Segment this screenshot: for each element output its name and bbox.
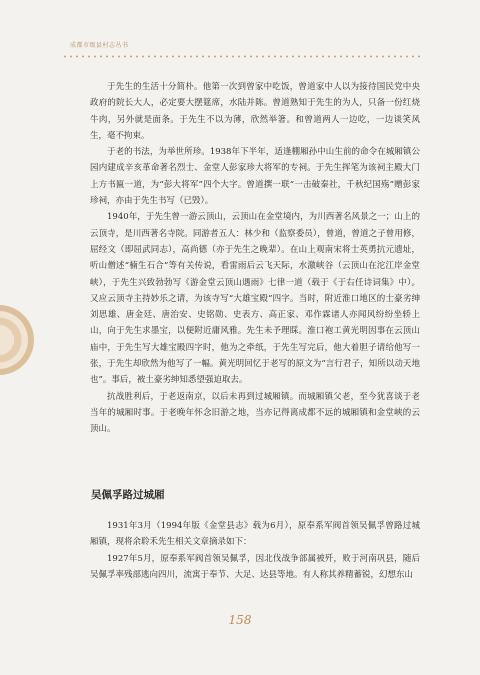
- paragraph: 抗战胜利后，于老返南京，以后未再到过城厢镇。而城厢镇父老，至今犹喜谈于老当年的城厢时事。于老晚年怀念旧游之地，当亦记得离成都不远的城厢镇和金堂峡的云顶山。: [90, 391, 420, 435]
- main-text-body: [90, 79, 420, 438]
- paragraph: 1927年5月，原奉系军阀首领吴佩孚，因北伐战争部属被歼，败于河南巩县，随后吴佩孚率残部逃向四川，流寓于奉节、大足、达县等地。有人称其养精蓄锐，幻想东山: [90, 553, 420, 580]
- decorative-seal-ornament: [0, 305, 34, 375]
- paragraph: 于老的书法，为举世所珍。1938年下半年，适逢棚厢孙中山生前的命令在城厢镇公园内建成辛亥革命著名烈士、金堂人彭家珍大将军的专祠。于先生挥笔为该祠主殿大门上方书匾一道，为“彭大将军”四个大字。曾道撰一联“一击破秦社，千秋纪国殇”赠彭家珍祠，亦由于先生书写（已毁）。: [90, 147, 420, 207]
- paragraph: 于先生的生活十分简朴。他第一次到曾家中吃饭，曾道家中人以为接待国民党中央政府的院长大人，必定要大摆筵席，水陆并陈。曾道熟知于先生的为人，只备一份红烧牛肉，另外就是面条。于先生不以为薄，欣然举箸。和曾道两人一边吃，一边谈笑风生，毫不拘束。: [90, 82, 420, 141]
- header-dotted-divider: [62, 55, 420, 58]
- paragraph: 1940年，于先生曾一游云顶山，云顶山在金堂境内，为川西著名风景之一；山上的云顶寺，是川西著名寺院。同游者五人：林少和（监察委员），曾道，曾道之子曾用修，屈经文（即屈武同志），高尚德（亦于先生之晚辈）。在山上观南宋将士英勇抗元遗址，听山僧述“楠生石合”等有关传说，看雷雨后云飞天际，水激峡谷（云顶山在沱江岸金堂峡），于先生兴致勃勃写《游金堂云顶山遇雨》七律一道（载于《于右任诗词集》中）。又应云顶寺主持妙乐之请，为该寺写“大雄宝殿”四字。当时，附近淮口地区的士豪劣绅刘思雄、唐金廷、唐治安、史铭勋、史表方、高正家、邓作霖诸人亦闻风纷纷坐轿上山，向于先生求墨宝，以便附近庸风雅。先生未予理睬。淮口袍工黄光明因事在云顶山庙中，于先生写大雄宝殿四字时，他为之牵纸，于先生写完后，他大着胆子请给他写一张，于先生却欣然为他写了一幅。黄光明回忆于老写的原文为“言行君子，知所以动天地也”。事后，被土豪劣绅知悉望强迫取去。: [90, 212, 420, 386]
- section-text-body: [90, 518, 420, 583]
- paragraph: 1931年3月（1994年版《金堂县志》载为6月），原奉系军阀首领吴佩孚曾路过城厢镇，现将余聆禾先生相关文章摘录如下：: [90, 521, 420, 548]
- page-number: 158: [228, 613, 252, 627]
- book-series-header: 成都市级县村志丛书: [70, 42, 129, 49]
- section-heading: 吴佩孚路过城厢: [91, 489, 165, 501]
